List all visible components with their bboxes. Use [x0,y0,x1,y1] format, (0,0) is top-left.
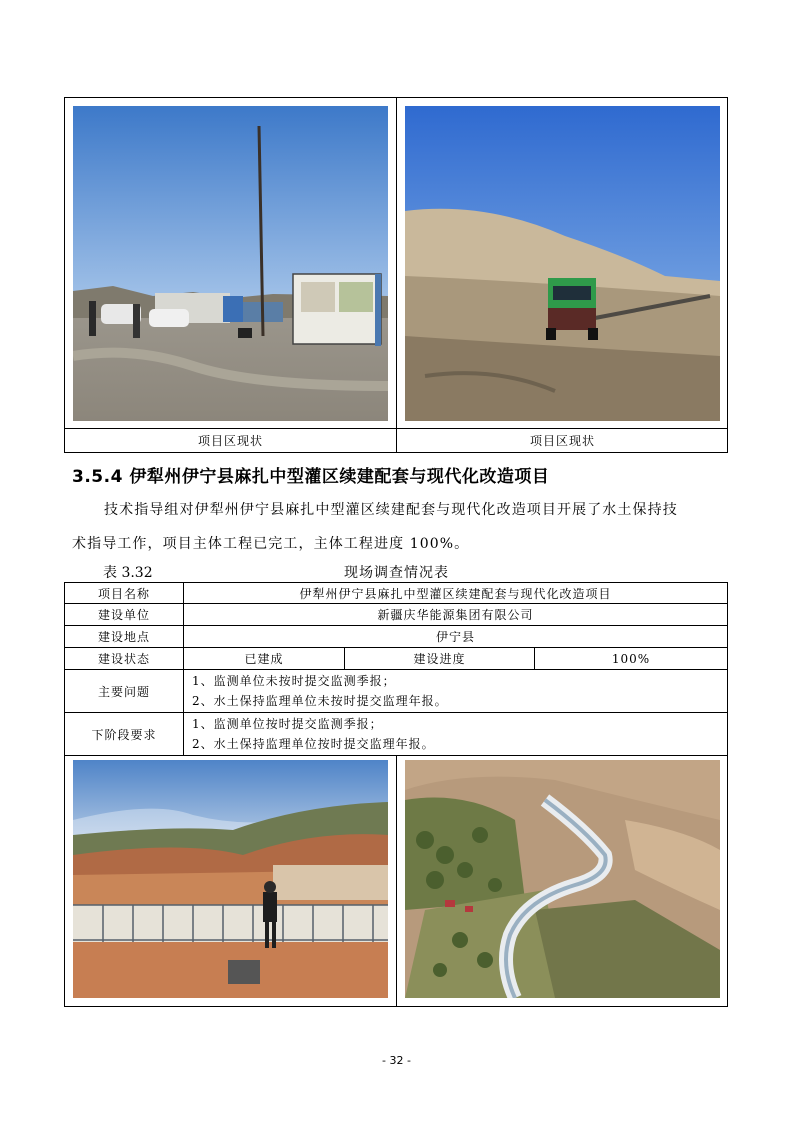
value-next-requirements [184,713,727,755]
table-number: 表 3.32 [103,565,153,581]
site-photo-bottom-left [73,760,388,998]
label-project-name: 项目名称 [97,586,150,601]
paragraph-line-1: 技术指导组对伊犁州伊宁县麻扎中型灌区续建配套与现代化改造项目开展了水土保持技 [104,502,678,518]
value-progress: 100% [611,651,651,666]
value-location: 伊宁县 [435,630,475,644]
bottom-photo-table [64,755,728,1007]
requirement-item-2: 2、水土保持监理单位按时提交监理年报。 [192,737,435,751]
issue-item-1: 1、监测单位未按时提交监测季报； [192,674,396,688]
label-status: 建设状态 [97,652,150,666]
survey-table [64,582,728,756]
site-photo-left [73,106,388,421]
table-title: 现场调查情况表 [344,565,449,581]
value-construction-unit: 新疆庆华能源集团有限公司 [377,608,534,622]
site-photo-bottom-right [405,760,720,998]
top-photo-table [64,97,728,453]
label-main-issues: 主要问题 [97,684,150,699]
issue-item-2: 2、水土保持监理单位未按时提交监理年报。 [192,694,448,708]
photo-caption-right: 项目区现状 [529,434,595,448]
site-photo-right [405,106,720,421]
label-location: 建设地点 [97,630,150,644]
label-progress: 建设进度 [413,652,466,666]
value-main-issues [184,670,727,712]
value-project-name: 伊犁州伊宁县麻扎中型灌区续建配套与现代化改造项目 [299,586,612,601]
label-next-requirements: 下阶段要求 [91,727,157,742]
label-construction-unit: 建设单位 [97,608,150,622]
page-number: - 32 - [382,1054,411,1067]
section-heading: 3.5.4 伊犁州伊宁县麻扎中型灌区续建配套与现代化改造项目 [72,467,550,487]
photo-caption-left: 项目区现状 [197,434,263,448]
paragraph-line-2: 术指导工作，项目主体工程已完工，主体工程进度 100%。 [72,536,470,552]
requirement-item-1: 1、监测单位按时提交监测季报； [192,717,383,731]
value-status: 已建成 [244,652,284,666]
